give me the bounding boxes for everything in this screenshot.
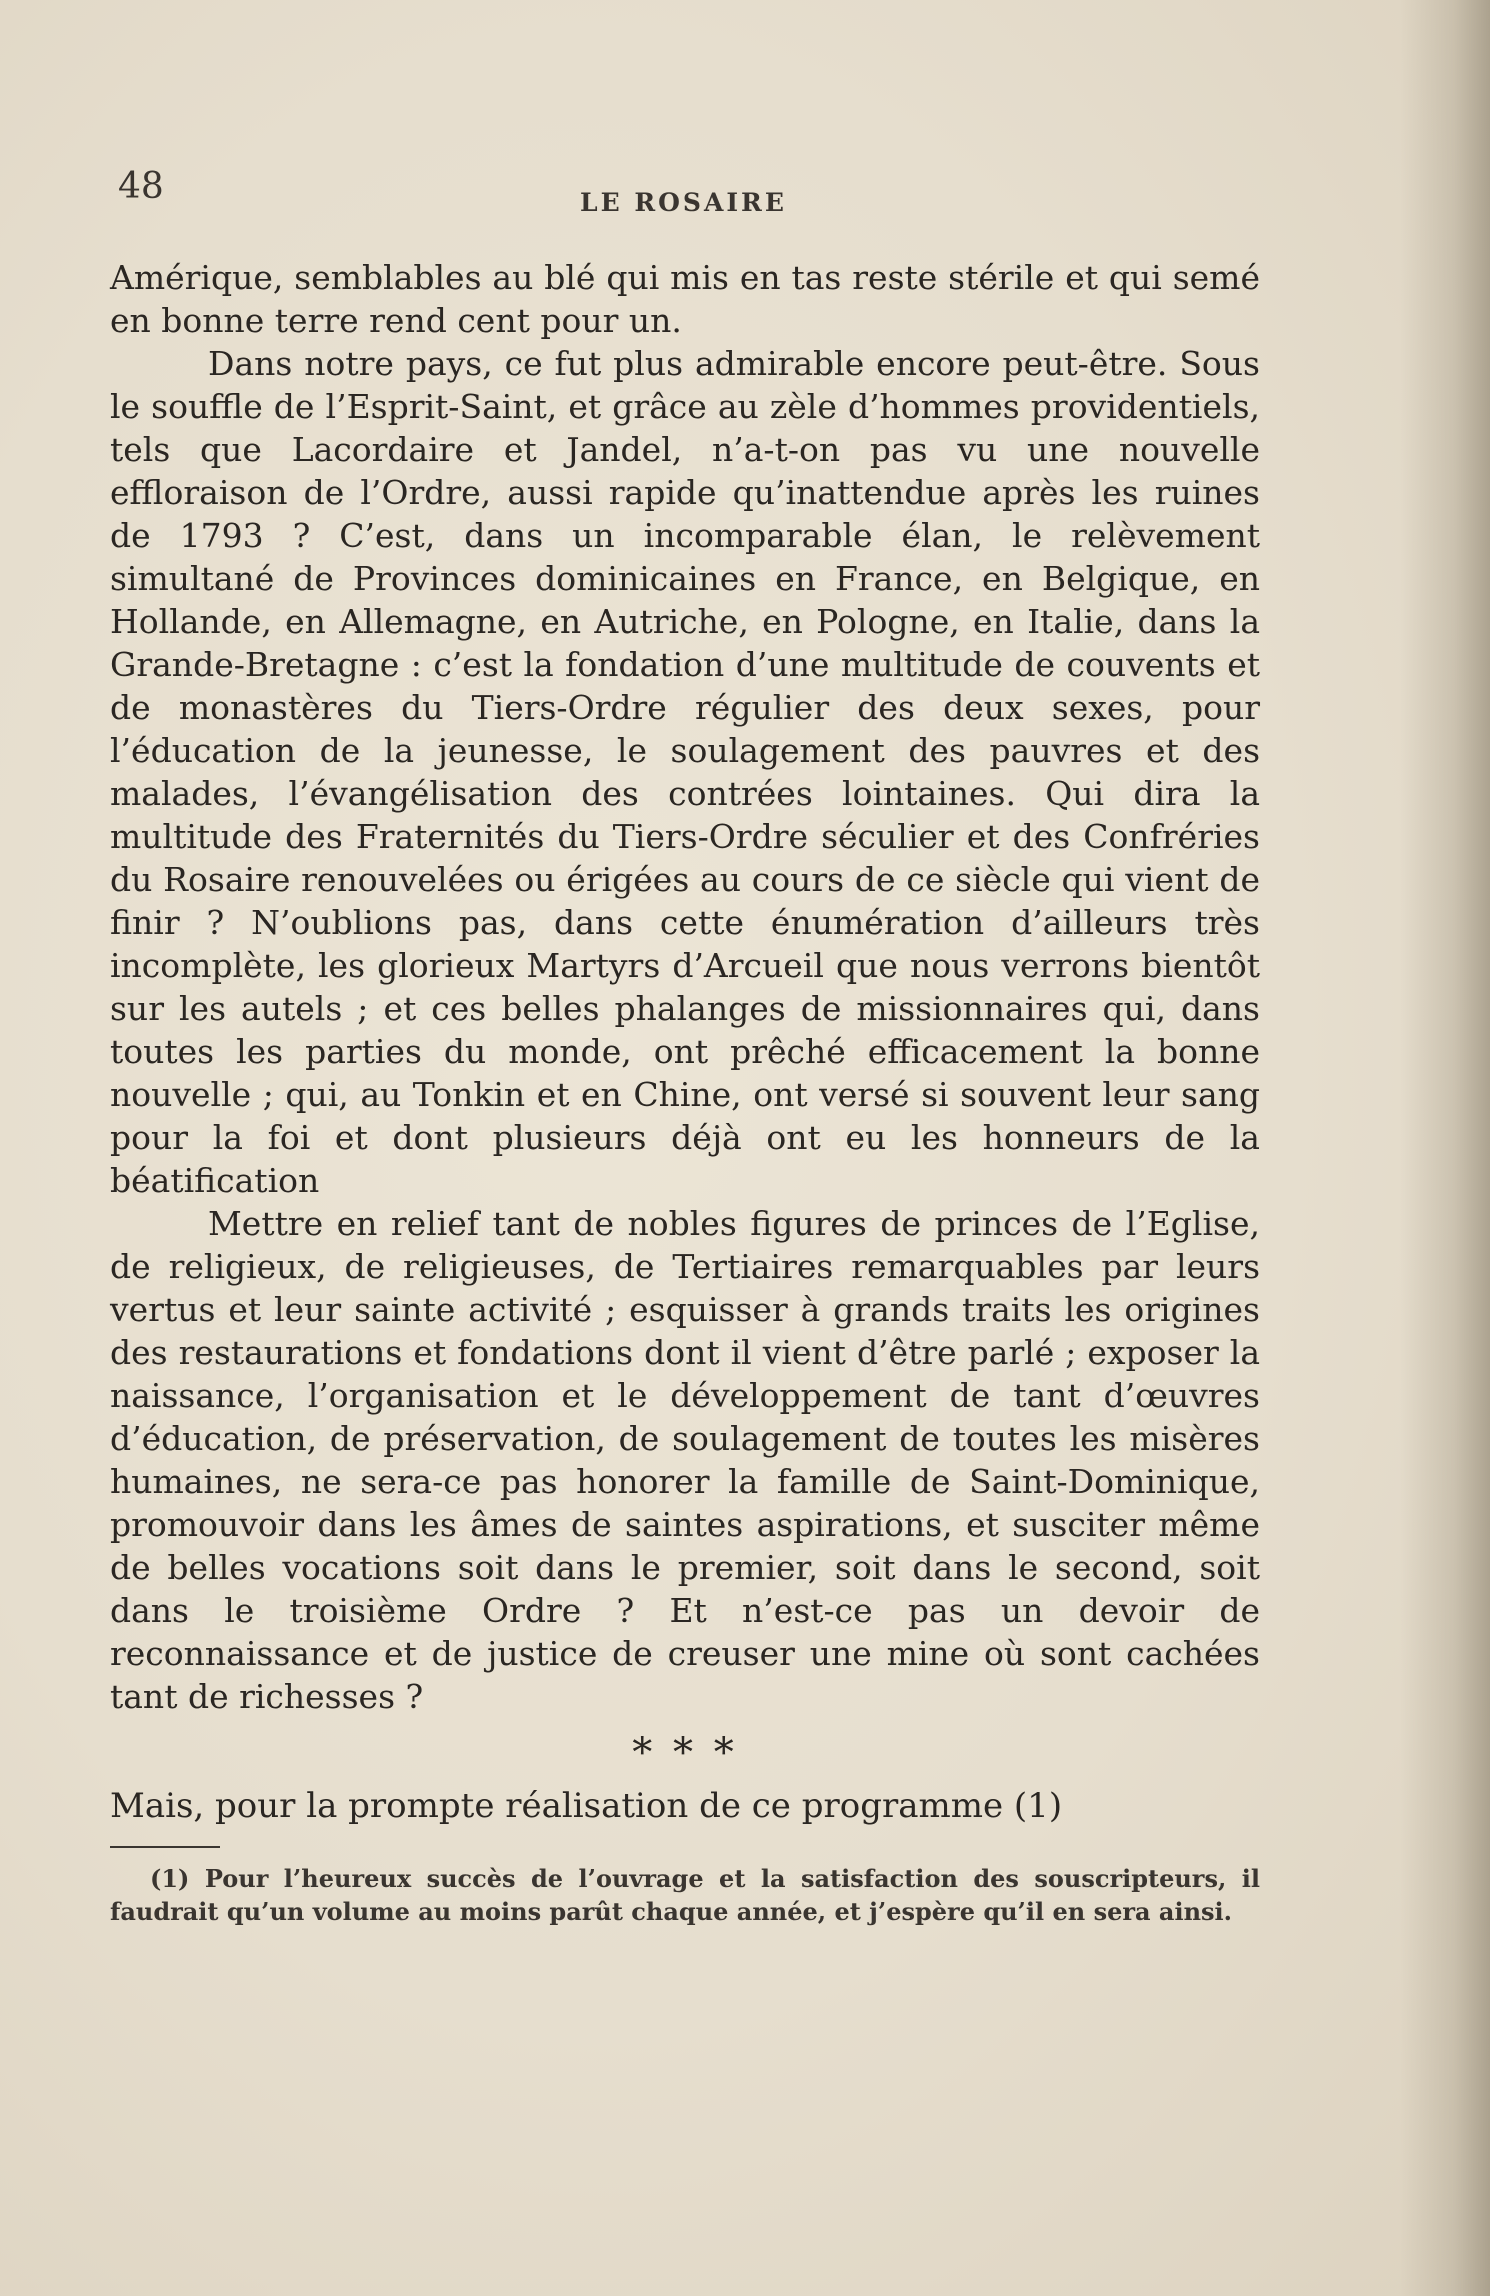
closing-line: Mais, pour la prompte réalisation de ce programme (1) bbox=[110, 1786, 1063, 1826]
running-title: LE ROSAIRE bbox=[580, 188, 787, 217]
section-separator: * * * bbox=[632, 1730, 738, 1776]
page-gutter-shadow bbox=[1400, 0, 1490, 2296]
running-head bbox=[110, 160, 1260, 220]
page-content bbox=[110, 160, 1260, 1928]
footnote-rule bbox=[110, 1846, 220, 1848]
paragraph: Dans notre pays, ce fut plus admirable encore peut-être. Sous le souffle de l’Esprit-Saint, et grâce au zèle d’hommes providentiels, tels que Lacordaire et Jandel, n’a-t-on pas vu une nouvelle effloraison de l’Ordre, aussi rapide qu’inattendue après les ruines de 1793 ? C’est, dans un incomparable élan, le relèvement simultané de Provinces dominicaines en France, en Belgique, en Hollande, en Allemagne, en Autriche, en Pologne, en Italie, dans la Grande-Bretagne : c’est la fondation d’une multitude de couvents et de monastères du Tiers-Ordre régulier des deux sexes, pour l’éducation de la jeunesse, le soulagement des pauvres et des malades, l’évangélisation des contrées lointaines. Qui dira la multitude des Fraternités du Tiers-Ordre séculier et des Confréries du Rosaire renouvelées ou érigées au cours de ce siècle qui vient de finir ? N’oublions pas, dans cette énumération d’ailleurs très incomplète, les glorieux Martyrs d’Arcueil que nous verrons bientôt sur les autels ; et ces belles phalanges de missionnaires qui, dans toutes les parties du monde, ont prêché efficacement la bonne nouvelle ; qui, au Tonkin et en Chine, ont versé si souvent leur sang pour la foi et dont plusieurs déjà ont eu les honneurs de la béatification bbox=[110, 344, 1260, 1200]
page-number: 48 bbox=[118, 166, 164, 207]
footnote: (1) Pour l’heureux succès de l’ouvrage et la satisfaction des souscripteurs, il faudrait qu’un volume au moins parût chaque année, et j’espère qu’il en sera ainsi. bbox=[110, 1864, 1260, 1926]
body-text bbox=[110, 256, 1260, 1828]
paragraph: Mettre en relief tant de nobles figures de princes de l’Eglise, de religieux, de religieuses, de Tertiaires remarquables par leurs vertus et leur sainte activité ; esquisser à grands traits les origines des restaurations et fondations dont il vient d’être parlé ; exposer la naissance, l’organisation et le développement de tant d’œuvres d’éducation, de préservation, de soulagement de toutes les misères humaines, ne sera-ce pas honorer la famille de Saint-Dominique, promouvoir dans les âmes de saintes aspirations, et susciter même de belles vocations soit dans le premier, soit dans le second, soit dans le troisième Ordre ? Et n’est-ce pas un devoir de reconnaissance et de justice de creuser une mine où sont cachées tant de richesses ? bbox=[110, 1204, 1260, 1716]
paragraph-continuation: Amérique, semblables au blé qui mis en tas reste stérile et qui semé en bonne terre rend cent pour un. bbox=[110, 258, 1260, 340]
